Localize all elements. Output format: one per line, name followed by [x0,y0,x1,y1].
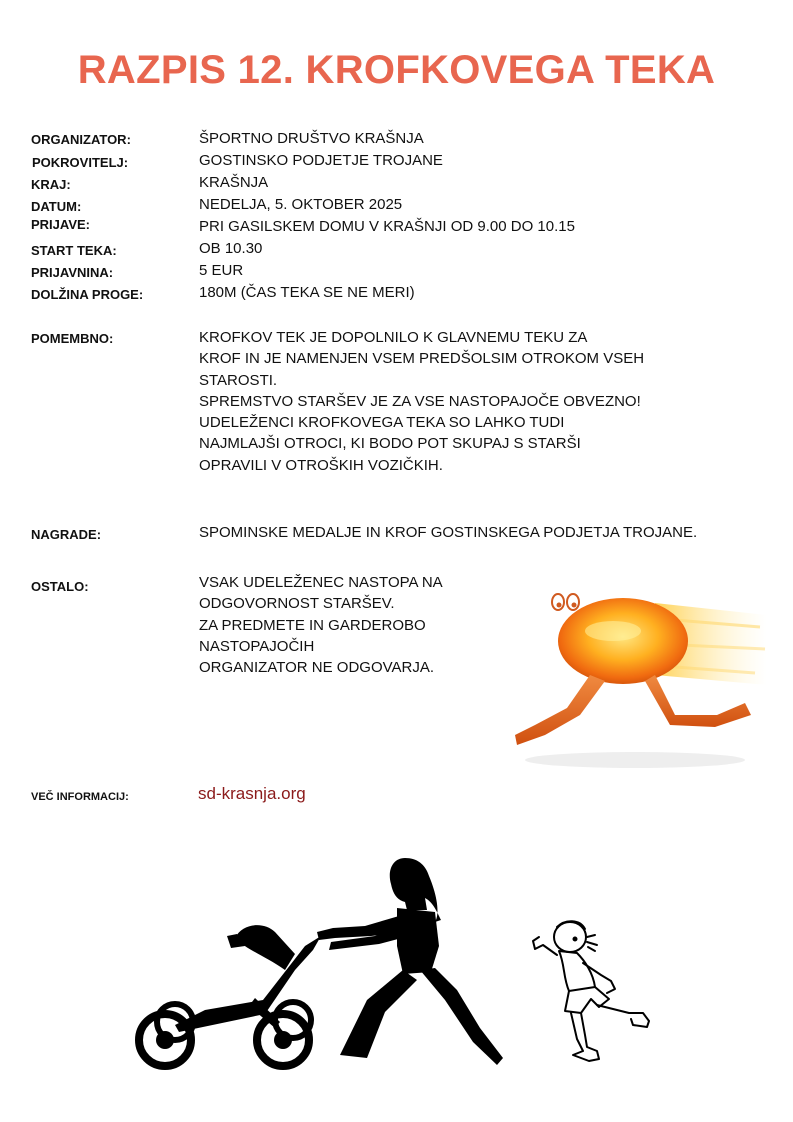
pomembno-line: KROFKOV TEK JE DOPOLNILO K GLAVNEMU TEKU ZA [199,329,588,346]
value-organizator: ŠPORTNO DRUŠTVO KRAŠNJA [199,130,424,147]
pomembno-line: KROF IN JE NAMENJEN VSEM PREDŠOLSIM OTROKOM VSEH [199,350,645,368]
running-donut-illustration [505,575,775,785]
ostalo-line: ORGANIZATOR NE ODGOVARJA. [199,659,435,677]
value-prijave: PRI GASILSKEM DOMU V KRAŠNJI OD 9.00 DO 10.15 [199,218,575,235]
running-child-illustration [525,915,660,1070]
pomembno-line: OPRAVILI V OTROŠKIH VOZIČKIH. [199,456,443,474]
ostalo-text [199,572,443,678]
value-prijavnina: 5 EUR [199,262,244,279]
more-info-link[interactable]: sd-krasnja.org [198,784,306,803]
pomembno-line: STAROSTI. [199,371,278,389]
ostalo-line: VSAK UDELEŽENEC NASTOPA NA [199,574,443,591]
value-nagrade: SPOMINSKE MEDALJE IN KROF GOSTINSKEGA PODJETJA TROJANE. [199,524,698,541]
label-pokrovitelj: POKROVITELJ: [32,155,129,170]
value-pokrovitelj: GOSTINSKO PODJETJE TROJANE [199,152,443,169]
label-pomembno: POMEMBNO: [31,331,114,346]
more-info-label: VEČ INFORMACIJ: [31,791,129,803]
pomembno-line: NAJMLAJŠI OTROCI, KI BODO POT SKUPAJ S STARŠI [199,435,581,453]
ostalo-line: NASTOPAJOČIH [199,637,315,655]
label-ostalo: OSTALO: [31,579,89,594]
label-start-teka: START TEKA: [31,243,117,258]
label-nagrade: NAGRADE: [31,527,102,542]
value-datum: NEDELJA, 5. OKTOBER 2025 [199,196,403,213]
value-dolzina-proge: 180M (ČAS TEKA SE NE MERI) [199,284,415,301]
ostalo-line: ZA PREDMETE IN GARDEROBO [199,616,426,634]
ostalo-line: ODGOVORNOST STARŠEV. [199,595,395,613]
label-prijave: PRIJAVE: [31,217,90,232]
value-kraj: KRAŠNJA [199,174,269,191]
value-start-teka: OB 10.30 [199,240,263,257]
label-kraj: KRAJ: [31,177,71,192]
label-organizator: ORGANIZATOR: [31,132,131,147]
pomembno-line: UDELEŽENCI KROFKOVEGA TEKA SO LAHKO TUDI [199,414,565,432]
page-title: RAZPIS 12. KROFKOVEGA TEKA [77,48,716,92]
mother-with-stroller-illustration [135,850,515,1075]
pomembno-line: SPREMSTVO STARŠEV JE ZA VSE NASTOPAJOČE OBVEZNO! [199,392,641,410]
label-datum: DATUM: [31,199,82,214]
label-prijavnina: PRIJAVNINA: [31,265,114,280]
pomembno-text [199,327,644,476]
label-dolzina-proge: DOLŽINA PROGE: [31,287,144,302]
